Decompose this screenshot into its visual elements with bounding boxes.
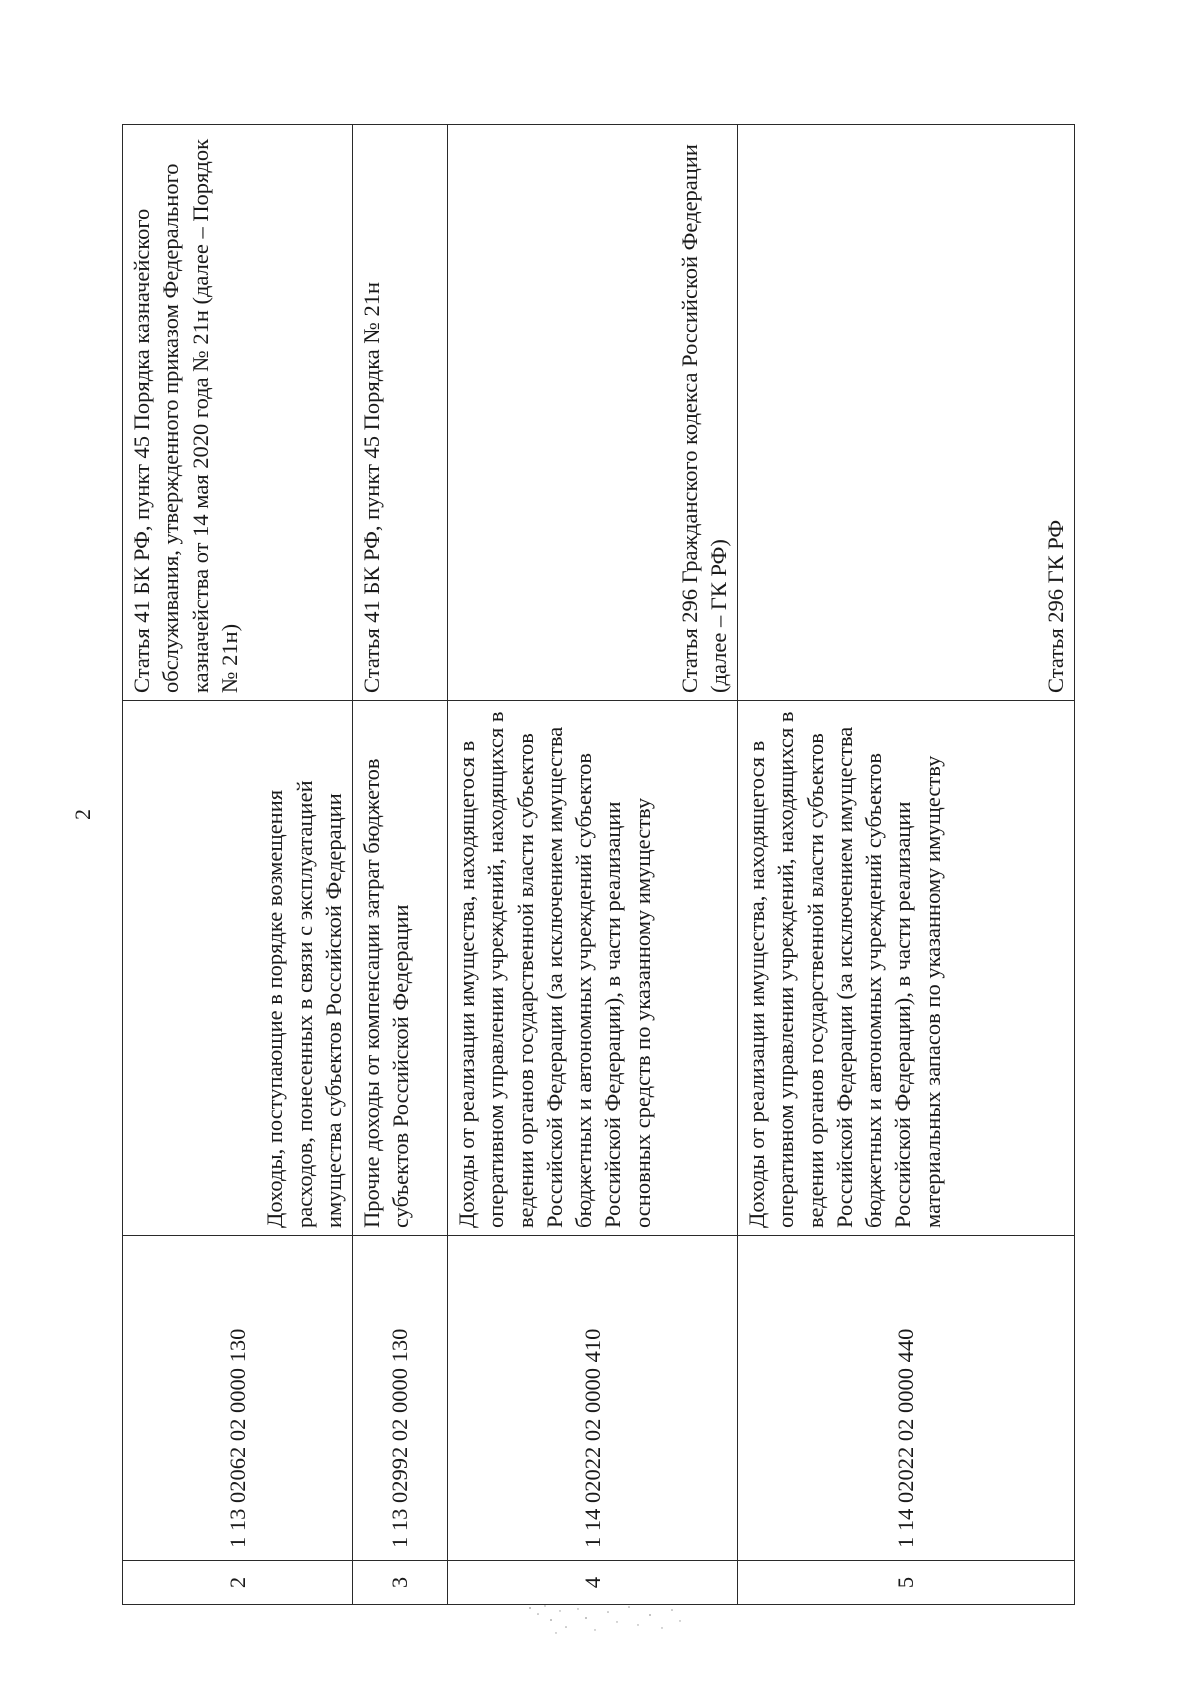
row-number: 3 [353, 1561, 448, 1605]
table-row [738, 125, 1075, 1605]
rotated-table-wrapper [122, 125, 1074, 1605]
scan-noise [520, 1600, 690, 1640]
legal-basis: Статья 296 ГК РФ [738, 125, 1075, 701]
row-number: 2 [123, 1561, 353, 1605]
page-number: 2 [70, 809, 95, 820]
revenue-description: Доходы от реализации имущества, находящегося в оперативном управлении учреждений, находящихся в ведении органов государственной власти субъектов Российской Федерации (за исключением имущества бюджетных и автономных учреждений субъектов Российской Федерации), в части реализации основных средств по указанному имуществу [448, 701, 738, 1236]
table-row [353, 125, 448, 1605]
revenue-code: 1 14 02022 02 0000 410 [448, 1236, 738, 1561]
revenue-code: 1 13 02992 02 0000 130 [353, 1236, 448, 1561]
row-number: 4 [448, 1561, 738, 1605]
table-row [123, 125, 353, 1605]
legal-basis: Статья 41 БК РФ, пункт 45 Порядка казначейского обслуживания, утвержденного приказом Федерального казначейства от 14 мая 2020 года № 21н (далее – Порядок № 21н) [123, 125, 353, 701]
row-number: 5 [738, 1561, 1075, 1605]
revenue-description: Доходы от реализации имущества, находящегося в оперативном управлении учреждений, находящихся в ведении органов государственной власти субъектов Российской Федерации (за исключением имущества бюджетных и автономных учреждений субъектов Российской Федерации), в части реализации материальных запасов по указанному имуществу [738, 701, 1075, 1236]
revenue-description: Прочие доходы от компенсации затрат бюджетов субъектов Российской Федерации [353, 701, 448, 1236]
revenue-code: 1 13 02062 02 0000 130 [123, 1236, 353, 1561]
legal-basis: Статья 296 Гражданского кодекса Российской Федерации (далее – ГК РФ) [448, 125, 738, 701]
revenue-code: 1 14 02022 02 0000 440 [738, 1236, 1075, 1561]
table-row [448, 125, 738, 1605]
legal-basis: Статья 41 БК РФ, пункт 45 Порядка № 21н [353, 125, 448, 701]
revenue-codes-table [122, 124, 1075, 1605]
revenue-description: Доходы, поступающие в порядке возмещения расходов, понесенных в связи с эксплуатацией имущества субъектов Российской Федерации [123, 701, 353, 1236]
